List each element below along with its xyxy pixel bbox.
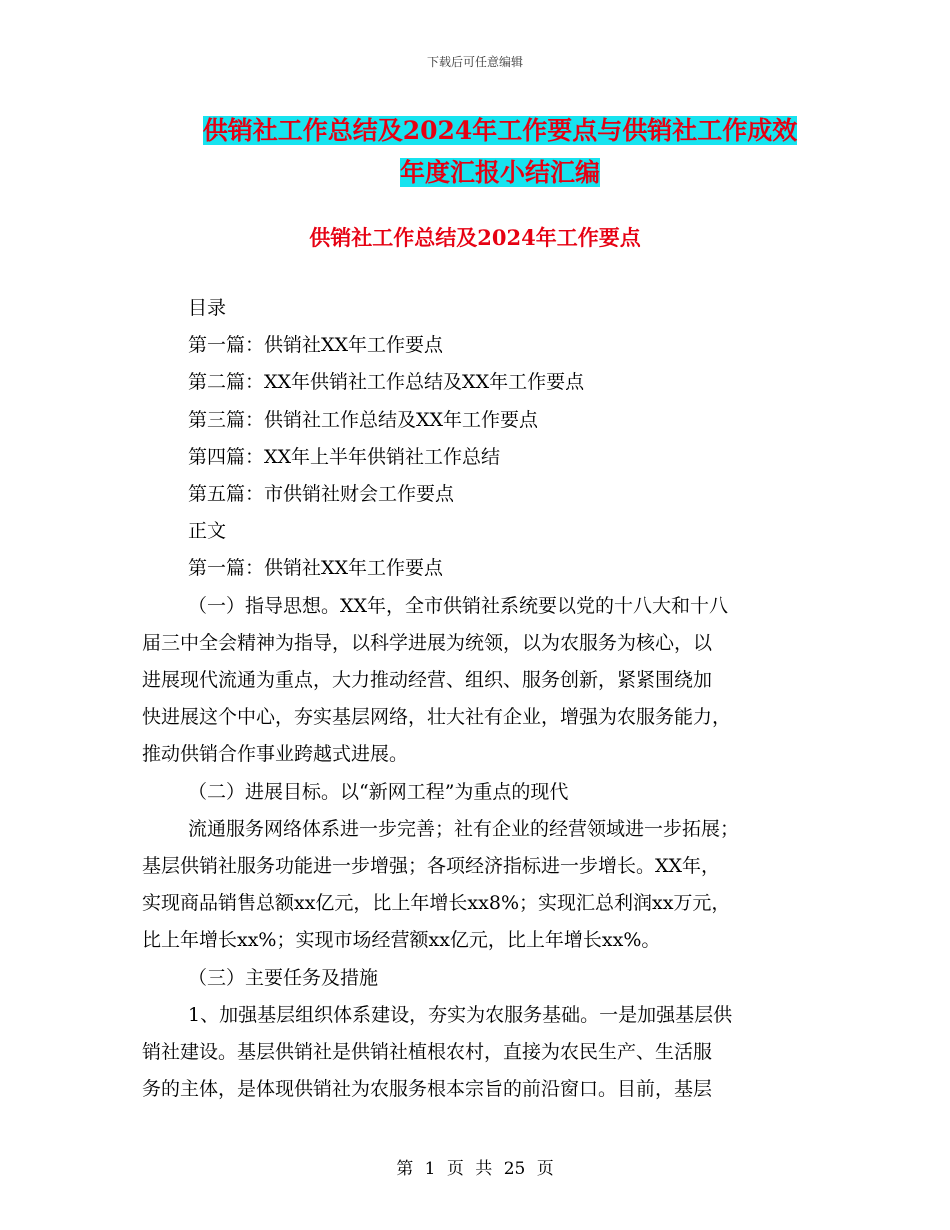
paragraph-line: （二）进展目标。以“新网工程”为重点的现代 <box>188 780 569 803</box>
document-body <box>142 290 810 1108</box>
paragraph-line: 流通服务网络体系进一步完善；社有企业的经营领域进一步拓展； <box>188 817 740 840</box>
main-title-line-2: 年度汇报小结汇编 <box>399 158 600 187</box>
toc-item: 第四篇：XX年上半年供销社工作总结 <box>188 445 501 468</box>
paragraph-line: 销社建设。基层供销社是供销社植根农村，直接为农民生产、生活服 <box>142 1041 713 1064</box>
main-title <box>140 110 860 194</box>
paragraph-line: （三）主要任务及措施 <box>188 966 379 989</box>
paragraph-line: 务的主体，是体现供销社为农服务根本宗旨的前沿窗口。目前，基层 <box>142 1078 713 1101</box>
toc-item: 第五篇：市供销社财会工作要点 <box>188 483 455 506</box>
paragraph-line: 届三中全会精神为指导，以科学进展为统领，以为农服务为核心，以 <box>142 631 713 654</box>
paragraph-line: 进展现代流通为重点，大力推动经营、组织、服务创新，紧紧围绕加 <box>142 669 713 692</box>
toc-item: 第三篇：供销社工作总结及XX年工作要点 <box>188 408 539 431</box>
chapter-title: 第一篇：供销社XX年工作要点 <box>188 557 444 580</box>
toc-item: 第一篇：供销社XX年工作要点 <box>188 334 444 357</box>
main-title-line-1: 供销社工作总结及2024年工作要点与供销社工作成效 <box>202 116 798 145</box>
section-title: 供销社工作总结及2024年工作要点 <box>309 225 641 250</box>
paragraph-line: 比上年增长xx%；实现市场经营额xx亿元，比上年增长xx%。 <box>142 929 661 952</box>
section-label: 正文 <box>188 520 227 543</box>
paragraph-line: 基层供销社服务功能进一步增强；各项经济指标进一步增长。XX年， <box>142 855 721 878</box>
paragraph-line: 快进展这个中心，夯实基层网络，壮大社有企业，增强为农服务能力， <box>142 706 732 729</box>
paragraph-line: 推动供销合作事业跨越式进展。 <box>142 743 409 766</box>
page-footer: 第 1 页 共 25 页 <box>396 1159 554 1179</box>
paragraph-line: 1、加强基层组织体系建设，夯实为农服务基础。一是加强基层供 <box>188 1003 733 1026</box>
toc-heading: 目录 <box>188 297 227 319</box>
header-note: 下载后可任意编辑 <box>426 55 523 69</box>
paragraph-line: （一）指导思想。XX年，全市供销社系统要以党的十八大和十八 <box>188 594 729 617</box>
paragraph-line: 实现商品销售总额xx亿元，比上年增长xx8%；实现汇总利润xx万元， <box>142 892 731 915</box>
toc-item: 第二篇：XX年供销社工作总结及XX年工作要点 <box>188 371 585 394</box>
